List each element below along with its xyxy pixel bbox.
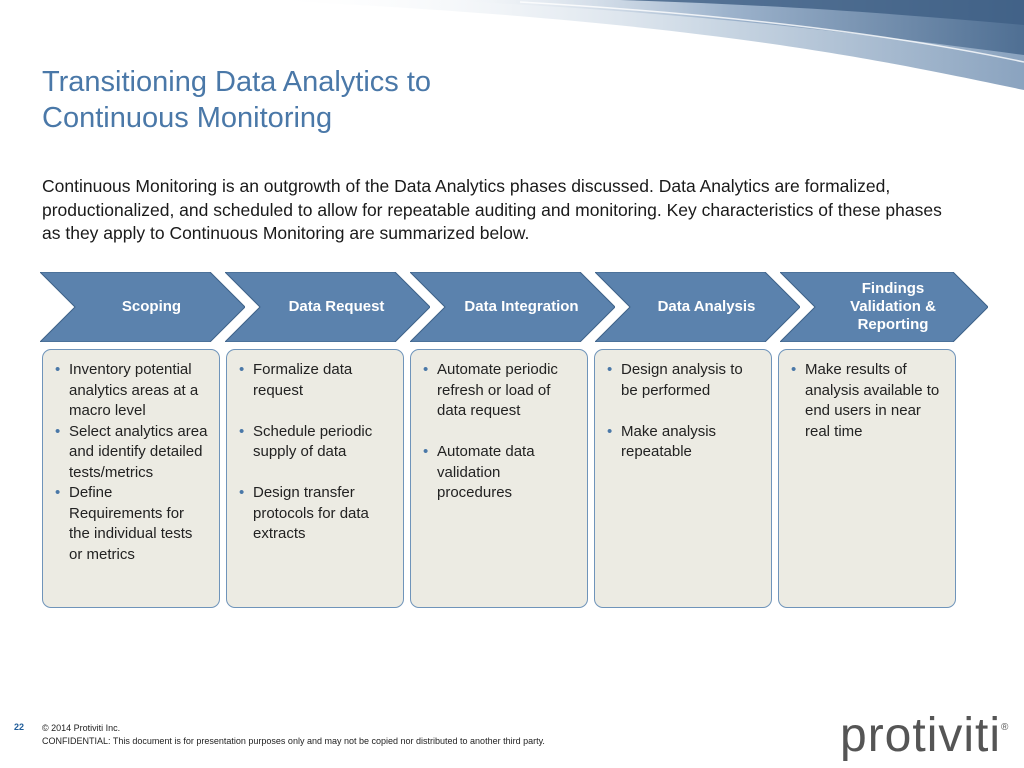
title-line-1: Transitioning Data Analytics to: [42, 66, 432, 98]
logo-text: protiviti: [840, 709, 1002, 762]
phase-chevron-findings-reporting: [780, 272, 988, 342]
bullet-list: [55, 360, 209, 565]
bullet-item: • Formalize data request: [239, 360, 393, 401]
bullet-item: • Define Requirements for the individual tests or metrics: [55, 483, 209, 565]
bullet-item: • Make analysis repeatable: [607, 422, 761, 463]
bullet-list: [423, 360, 577, 504]
bullet-list: [239, 360, 393, 545]
registered-mark: ®: [1001, 722, 1010, 733]
page-number: 22: [14, 722, 25, 732]
phase-label: Findings Validation & Reporting: [850, 280, 936, 333]
phase-box-data-analysis: [594, 349, 772, 608]
bullet-list: [607, 360, 761, 463]
confidential-notice: CONFIDENTIAL: This document is for presentation purposes only and may not be copied nor distributed to another third party.: [42, 736, 545, 746]
phase-box-data-request: [226, 349, 404, 608]
phase-label: Data Analysis: [657, 298, 756, 315]
phase-chevron-data-request: [225, 272, 430, 342]
phase-label: Data Integration: [464, 298, 579, 315]
bullet-item: • Automate periodic refresh or load of data request: [423, 360, 577, 422]
bullet-list: [791, 360, 945, 442]
title-line-2: Continuous Monitoring: [42, 102, 333, 134]
phase-box-data-integration: [410, 349, 588, 608]
phase-box-scoping: [42, 349, 220, 608]
phase-chevron-row: [40, 272, 990, 342]
bullet-item: • Schedule periodic supply of data: [239, 422, 393, 463]
bullet-item: • Select analytics area and identify detailed tests/metrics: [55, 422, 209, 484]
phase-chevron-data-integration: [410, 272, 615, 342]
phase-chevron-scoping: [40, 272, 245, 342]
bullet-item: • Design transfer protocols for data extracts: [239, 483, 393, 545]
bullet-item: • Inventory potential analytics areas at a macro level: [55, 360, 209, 422]
copyright-text: © 2014 Protiviti Inc.: [42, 723, 121, 733]
slide-title: [42, 64, 431, 136]
phase-chevron-data-analysis: [595, 272, 800, 342]
intro-paragraph: Continuous Monitoring is an outgrowth of the Data Analytics phases discussed. Data Analytics are formalized, productionalized, and scheduled to allow for repeatable auditing and monitoring. Key characteristics of these phases as they apply to Continuous Monitoring are summarized below.: [42, 176, 942, 243]
phase-label: Scoping: [121, 298, 182, 315]
phase-box-findings-reporting: [778, 349, 956, 608]
phase-label: Data Request: [288, 298, 385, 315]
bullet-item: • Design analysis to be performed: [607, 360, 761, 401]
bullet-item: • Make results of analysis available to end users in near real time: [791, 360, 945, 442]
bullet-item: • Automate data validation procedures: [423, 442, 577, 504]
footer-text: [42, 722, 545, 748]
protiviti-logo: [840, 708, 1009, 763]
